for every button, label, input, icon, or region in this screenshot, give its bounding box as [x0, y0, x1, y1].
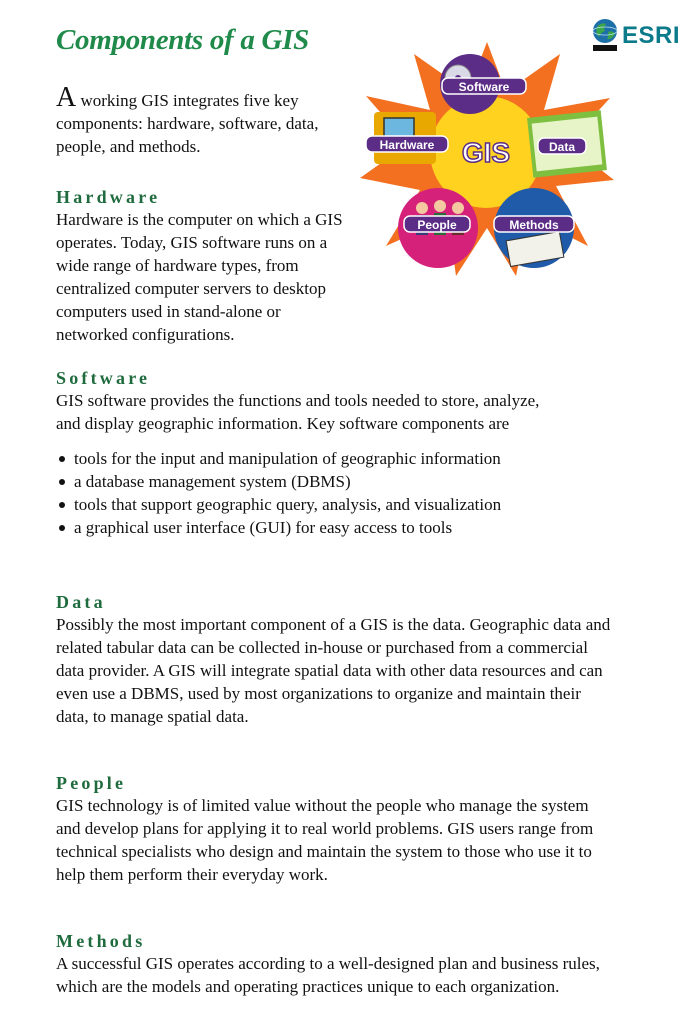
logo-text: ESRI	[622, 22, 681, 49]
section-people	[56, 772, 626, 886]
data-component	[527, 110, 607, 177]
people-label: People	[417, 218, 457, 232]
section-methods	[56, 930, 626, 998]
list-item: a graphical user interface (GUI) for easy access to tools	[56, 516, 626, 539]
list-item: tools for the input and manipulation of geographic information	[56, 447, 626, 470]
section-text: GIS technology is of limited value without the people who manage the system and develop plans for applying it to real world problems. GIS users range from technical specialists who design and maintain the system to those who use it to help them perform their everyday work.	[56, 796, 594, 884]
data-label: Data	[548, 140, 576, 154]
list-item: tools that support geographic query, analysis, and visualization	[56, 493, 626, 516]
section-heading: People	[56, 773, 127, 793]
section-data	[56, 591, 626, 728]
list-item: a database management system (DBMS)	[56, 470, 626, 493]
methods-label: Methods	[509, 218, 559, 232]
software-label: Software	[458, 80, 510, 94]
hardware-component	[366, 112, 448, 164]
intro-text: working GIS integrates five key components: hardware, software, data, people, and methods.	[56, 91, 319, 156]
section-software	[56, 367, 626, 539]
page-title: Components of a GIS	[56, 24, 309, 56]
intro-paragraph	[56, 82, 346, 158]
hardware-label: Hardware	[379, 138, 435, 152]
section-text: A successful GIS operates according to a well-designed plan and business rules, which are the models and operating practices unique to each organization.	[56, 954, 600, 996]
drop-cap: A	[56, 82, 77, 113]
section-heading: Hardware	[56, 187, 161, 207]
section-heading: Methods	[56, 931, 146, 951]
section-text: Hardware is the computer on which a GIS operates. Today, GIS software runs on a wide range of hardware types, from centralized computer servers to desktop computers used in stand-alone or networked configurations.	[56, 210, 343, 344]
section-heading: Software	[56, 368, 151, 388]
software-component-list	[56, 447, 626, 539]
section-hardware	[56, 186, 626, 346]
section-heading: Data	[56, 592, 106, 612]
center-label: GIS	[461, 137, 511, 168]
section-text: GIS software provides the functions and tools needed to store, analyze, and display geographic information. Key software components are	[56, 391, 540, 433]
section-text: Possibly the most important component of a GIS is the data. Geographic data and related tabular data can be collected in-house or purchased from a commercial data provider. A GIS will integrate spatial data with other data resources and can even use a DBMS, used by most organizations to organize and maintain their data, to manage spatial data.	[56, 615, 611, 726]
